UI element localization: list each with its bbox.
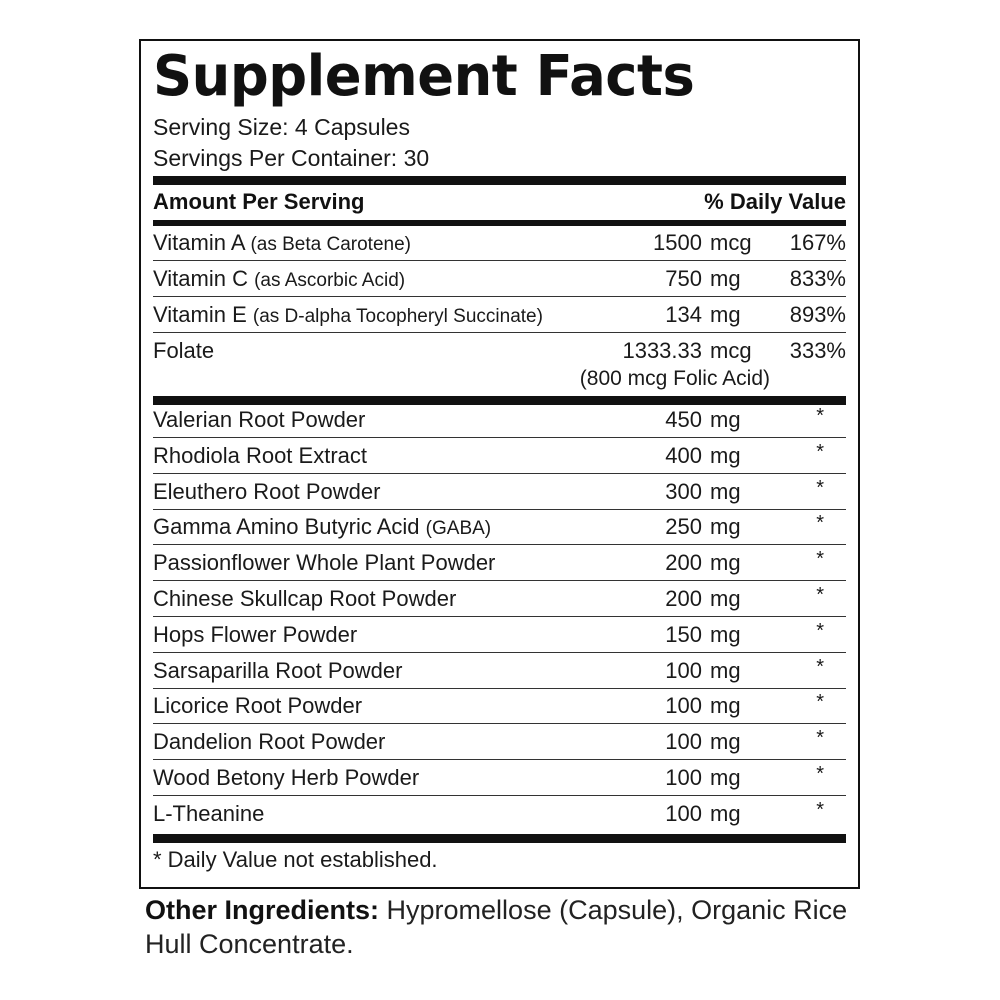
ingredient-name xyxy=(153,301,543,331)
daily-value-asterisk: * xyxy=(816,763,824,785)
row-divider xyxy=(153,437,846,438)
amount xyxy=(665,800,758,828)
ingredient-name-text: Valerian Root Powder xyxy=(153,407,366,432)
daily-value-asterisk: * xyxy=(816,655,824,678)
row-divider xyxy=(153,509,846,510)
amount-unit: mg xyxy=(710,478,741,504)
amount-value: 1333.33 xyxy=(622,338,702,363)
amount-unit: mg xyxy=(710,586,741,611)
ingredient-name-text: Dandelion Root Powder xyxy=(153,729,386,755)
amount-unit: mg xyxy=(710,442,741,468)
amount xyxy=(622,337,758,365)
ingredient-name-text: Passionflower Whole Plant Powder xyxy=(153,550,496,576)
ingredient-name-text: Licorice Root Powder xyxy=(153,693,363,719)
daily-value: 333% xyxy=(789,338,846,363)
amount-per-serving-label: Amount Per Serving xyxy=(153,189,365,214)
amount-unit: mg xyxy=(710,657,741,683)
amount-value: 100 xyxy=(665,657,702,683)
daily-value-asterisk: * xyxy=(816,727,824,750)
row-divider xyxy=(153,296,846,297)
row-divider xyxy=(153,616,846,617)
ingredient-name-text: Vitamin C xyxy=(153,266,248,291)
divider-thick-middle xyxy=(153,396,846,405)
amount xyxy=(665,301,758,329)
row-divider xyxy=(153,473,846,474)
ingredient-name-text: Wood Betony Herb Powder xyxy=(153,765,420,790)
ingredient-name-text: Gamma Amino Butyric Acid xyxy=(153,514,420,540)
amount-value: 200 xyxy=(665,586,702,611)
ingredient-name xyxy=(153,692,362,720)
ingredient-name xyxy=(153,800,264,828)
ingredient-name xyxy=(153,478,380,506)
other-ingredients xyxy=(145,893,875,961)
amount-unit: mg xyxy=(710,550,741,576)
ingredient-name-text: Folate xyxy=(153,338,215,363)
daily-value-asterisk: * xyxy=(816,405,824,427)
amount-value: 400 xyxy=(665,442,702,468)
row-divider xyxy=(153,544,846,545)
amount-value: 1500 xyxy=(653,230,702,255)
ingredient-name xyxy=(153,442,367,470)
ingredient-name-text: L-Theanine xyxy=(153,800,265,826)
daily-value-label: % Daily Value xyxy=(704,189,846,214)
amount-value: 100 xyxy=(665,693,702,719)
amount-unit: mg xyxy=(710,765,741,790)
ingredient-name-text: Hops Flower Powder xyxy=(153,621,358,647)
ingredient-name xyxy=(153,728,385,756)
divider-header xyxy=(153,220,846,226)
ingredient-source: (as Beta Carotene) xyxy=(250,234,411,255)
ingredient-name xyxy=(153,764,419,792)
ingredient-name xyxy=(153,406,365,434)
amount-value: 200 xyxy=(665,550,702,576)
amount-unit: mg xyxy=(710,800,741,826)
daily-value-asterisk: * xyxy=(816,440,824,463)
ingredient-name-text: Rhodiola Root Extract xyxy=(153,442,367,468)
amount-value: 250 xyxy=(665,514,702,540)
amount-value: 134 xyxy=(665,302,702,327)
ingredient-name xyxy=(153,657,402,685)
ingredient-name xyxy=(153,621,357,649)
ingredient-name xyxy=(153,513,491,543)
amount xyxy=(665,657,758,685)
amount xyxy=(653,229,758,257)
ingredient-note: (800 mcg Folic Acid) xyxy=(579,367,770,390)
ingredient-name-text: Vitamin E xyxy=(153,302,247,327)
row-divider xyxy=(153,260,846,261)
row-divider xyxy=(153,795,846,796)
serving-size: Serving Size: 4 Capsules xyxy=(153,114,410,140)
amount xyxy=(665,265,758,293)
daily-value-asterisk: * xyxy=(816,619,824,642)
amount-unit: mg xyxy=(710,693,741,719)
daily-value-asterisk: * xyxy=(816,476,824,499)
ingredient-name xyxy=(153,585,456,613)
amount-value: 100 xyxy=(665,800,702,826)
amount xyxy=(665,728,758,756)
amount-unit: mcg xyxy=(710,230,752,255)
amount-value: 150 xyxy=(665,621,702,647)
amount-unit: mg xyxy=(710,514,741,540)
panel-title: Supplement Facts xyxy=(153,44,695,109)
amount xyxy=(665,478,758,506)
amount-unit: mg xyxy=(710,407,741,432)
servings-per-container: Servings Per Container: 30 xyxy=(153,145,430,171)
daily-value: 893% xyxy=(789,302,846,327)
amount xyxy=(665,764,758,792)
amount-unit: mg xyxy=(710,621,741,647)
amount xyxy=(665,621,758,649)
divider-thick-bottom xyxy=(153,834,846,843)
panel-content xyxy=(153,41,846,887)
ingredient-source: (GABA) xyxy=(425,518,492,540)
row-divider xyxy=(153,723,846,724)
amount xyxy=(665,442,758,470)
daily-value-asterisk: * xyxy=(816,798,824,821)
row-divider xyxy=(153,580,846,581)
amount-value: 750 xyxy=(665,266,702,291)
column-header xyxy=(153,187,846,217)
amount-value: 300 xyxy=(665,478,702,504)
other-ingredients-label: Other Ingredients: xyxy=(145,895,380,925)
amount-value: 450 xyxy=(665,407,702,432)
amount-value: 100 xyxy=(665,765,702,790)
amount xyxy=(665,513,758,541)
amount-unit: mg xyxy=(710,729,741,755)
other-ingredients-text: Hypromellose (Capsule), Organic Rice Hull Concentrate. xyxy=(145,895,848,959)
footnote: * Daily Value not established. xyxy=(153,847,438,872)
divider-thick-top xyxy=(153,176,846,185)
ingredient-source: (as Ascorbic Acid) xyxy=(254,270,406,291)
daily-value: 833% xyxy=(789,266,846,291)
daily-value-asterisk: * xyxy=(816,584,824,606)
amount-unit: mg xyxy=(710,266,741,291)
row-divider xyxy=(153,759,846,760)
ingredient-name xyxy=(153,337,214,365)
amount xyxy=(665,585,758,613)
daily-value-asterisk: * xyxy=(816,512,824,535)
amount-unit: mg xyxy=(710,302,741,327)
ingredient-name-text: Sarsaparilla Root Powder xyxy=(153,657,403,683)
ingredient-name-text: Vitamin A xyxy=(153,230,245,255)
amount xyxy=(665,549,758,577)
daily-value-asterisk: * xyxy=(816,548,824,571)
daily-value-asterisk: * xyxy=(816,691,824,714)
daily-value: 167% xyxy=(789,230,846,255)
amount xyxy=(665,406,758,434)
row-divider xyxy=(153,688,846,689)
ingredient-name xyxy=(153,549,495,577)
amount-value: 100 xyxy=(665,729,702,755)
row-divider xyxy=(153,332,846,333)
ingredient-name-text: Chinese Skullcap Root Powder xyxy=(153,586,457,611)
ingredient-source: (as D-alpha Tocopheryl Succinate) xyxy=(252,306,543,327)
amount-unit: mcg xyxy=(710,338,752,363)
amount xyxy=(665,692,758,720)
row-divider xyxy=(153,652,846,653)
ingredient-name-text: Eleuthero Root Powder xyxy=(153,478,381,504)
ingredient-name xyxy=(153,229,411,259)
supplement-facts-panel xyxy=(139,39,860,889)
ingredient-name xyxy=(153,265,405,295)
